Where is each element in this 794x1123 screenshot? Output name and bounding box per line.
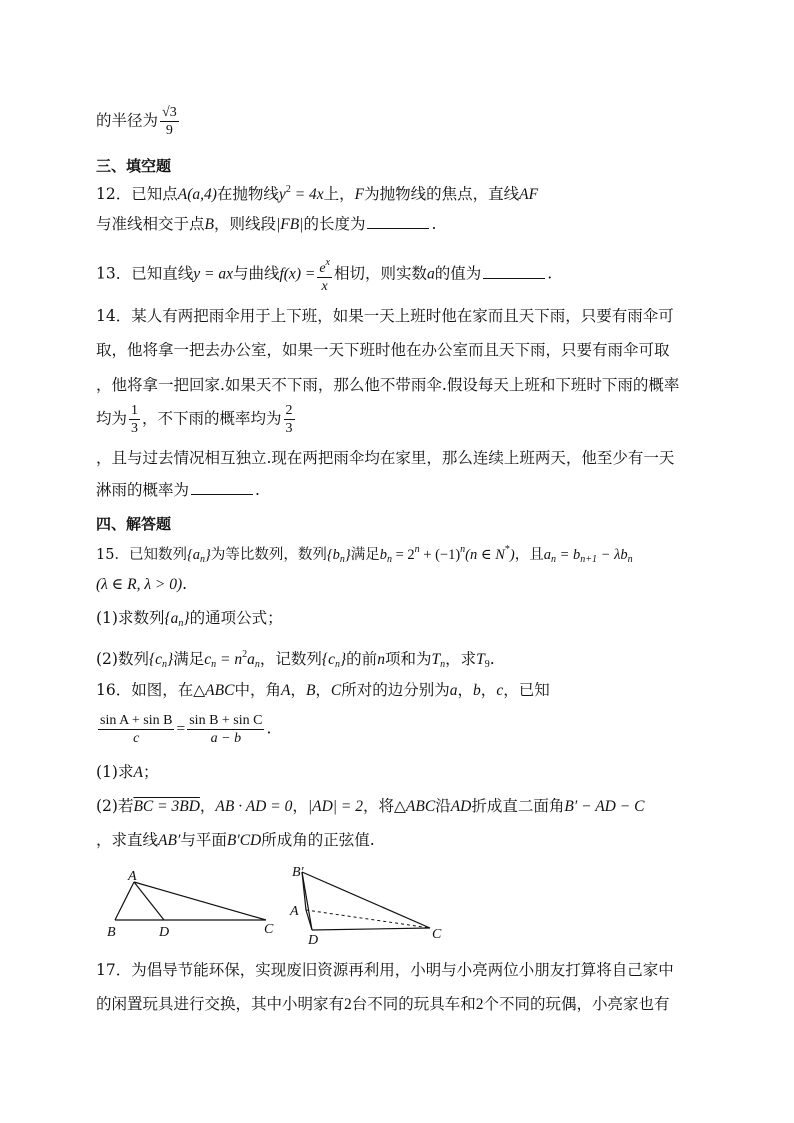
text: ，求直线	[96, 831, 159, 849]
math: {a	[186, 547, 201, 563]
math: n	[460, 544, 466, 555]
math: n	[550, 554, 556, 565]
text: .	[489, 650, 495, 668]
text: 台不同的玩具车和	[351, 995, 476, 1013]
math: a	[427, 265, 435, 283]
text: 淋雨的概率为	[96, 481, 190, 499]
math: n	[211, 659, 217, 670]
fraction-sqrt3-9: $\frac{√3}{9}$	[162, 105, 177, 138]
math: }	[344, 547, 351, 563]
text: .	[266, 719, 272, 738]
text: ，求	[445, 650, 477, 668]
math: c	[496, 682, 504, 699]
text: .	[431, 215, 437, 233]
math: n	[162, 659, 168, 670]
text: 满足	[173, 650, 205, 668]
label-C: C	[432, 927, 442, 942]
math: + (−1)	[419, 547, 461, 563]
fraction-one-third: $\frac{1}{3}$	[131, 403, 139, 436]
math: A(a,4)	[177, 186, 217, 203]
segment-AC	[134, 882, 266, 920]
question-14-line-3: ，他将拿一把回家.如果天不下雨，那么他不带雨伞.假设每天上班和下班时下雨的概率	[96, 376, 680, 394]
math: T	[476, 651, 485, 668]
math: A	[280, 682, 291, 699]
text: 均为	[96, 409, 128, 428]
text: 的闲置玩具进行交换，其中小明家有	[96, 995, 345, 1013]
segment-BC	[302, 872, 430, 928]
label-D: D	[308, 933, 319, 948]
text: 相切，则实数	[333, 264, 427, 283]
question-16-equation	[96, 712, 714, 747]
segment-AD	[134, 882, 164, 920]
math: f(x) =	[279, 265, 316, 283]
text: 中，角	[234, 681, 281, 699]
section-title-fill-in: 三、填空题	[96, 157, 172, 175]
answer-blank[interactable]	[483, 264, 545, 279]
text: 与平面	[180, 831, 227, 849]
math: {a	[164, 610, 179, 627]
segment-AC-hidden	[306, 910, 430, 928]
math: B	[305, 682, 316, 699]
math: ABC	[205, 682, 235, 699]
math: y	[278, 186, 286, 203]
question-14-line-1: 14．某人有两把雨伞用于上下班，如果一天上班时他在家而且天下雨，只要有雨伞可	[96, 307, 674, 325]
math: = n	[216, 651, 243, 668]
text: 所成角的正弦值.	[261, 831, 375, 849]
fraction-sinB-sinC-over-a-b: $\frac{\text{sin B + sin C}}{a - b}$	[189, 713, 263, 746]
math: 2	[285, 184, 291, 195]
math: n	[414, 544, 420, 555]
text: 沿	[435, 797, 451, 815]
math: B′ − AD − C	[564, 798, 645, 815]
question-12-line-2	[96, 212, 714, 237]
math: a	[543, 547, 551, 563]
math: x	[325, 257, 330, 268]
math: {b	[326, 547, 340, 563]
math: {c	[148, 651, 163, 668]
text: ，已知	[503, 681, 550, 699]
math: )	[509, 547, 515, 563]
math: b	[379, 547, 387, 563]
text: ，	[199, 797, 216, 815]
section-title-solutions: 四、解答题	[96, 515, 172, 533]
question-15-part-1	[96, 606, 714, 636]
text: (2)数列	[96, 650, 149, 668]
math: x	[321, 279, 328, 294]
text: (1)求数列	[96, 609, 165, 627]
question-12-line-1	[96, 178, 714, 207]
segment-AB	[115, 882, 134, 920]
text: ，	[290, 681, 306, 699]
math: n	[627, 554, 633, 565]
math: b	[473, 682, 481, 699]
text: .	[182, 575, 188, 593]
text: 的值为	[434, 264, 482, 283]
math: n	[339, 554, 345, 565]
question-16-line-1	[96, 678, 714, 703]
segment-DC	[312, 928, 430, 930]
math: AF	[519, 186, 539, 203]
question-15-part-2	[96, 643, 714, 677]
math: e	[319, 261, 326, 276]
math: AB · AD = 0	[215, 798, 293, 815]
math: n	[254, 659, 260, 670]
math: }	[339, 651, 347, 668]
math: n	[200, 554, 206, 565]
question-17-line-1: 17．为倡导节能环保，实现废旧资源再利用，小明与小亮两位小朋友打算将自己家中	[96, 961, 674, 979]
math: }	[205, 547, 211, 563]
math: AD	[450, 798, 472, 815]
math: = 4x	[290, 186, 324, 203]
label-B-prime: B′	[292, 865, 304, 880]
question-16-part-2-line-2	[96, 828, 714, 853]
math: A	[133, 764, 143, 781]
math: = 2	[391, 547, 415, 563]
text: ；	[142, 763, 159, 781]
math: B′CD	[226, 832, 262, 849]
math: }	[167, 651, 174, 668]
math: 2	[475, 996, 484, 1013]
math: y = ax	[193, 265, 233, 283]
math: |AD| = 2	[307, 798, 363, 815]
math: = b	[555, 547, 581, 563]
fraction-sinA-sinB-over-c: $\frac{\text{sin A + sin B}}{c}$	[100, 713, 173, 746]
text: ，	[292, 797, 308, 815]
question-14-line-6	[96, 478, 714, 502]
text: ，	[480, 681, 497, 699]
text: ，记数列	[259, 650, 322, 668]
label-A: A	[128, 869, 137, 884]
text: (1)求	[96, 763, 134, 781]
math: 9	[484, 659, 490, 670]
question-14-line-5: ，且与过去情况相互独立.现在两把雨伞均在家里，那么连续上班两天，他至少有一天	[96, 449, 675, 467]
math: }	[183, 610, 190, 627]
math: c	[204, 651, 212, 668]
label-B: B	[107, 925, 116, 940]
math: (n ∈ N	[465, 547, 505, 563]
math: n	[440, 659, 446, 670]
math: AB′	[158, 832, 181, 849]
text: 所对的边分别为	[341, 681, 450, 699]
fraction-two-thirds: $\frac{2}{3}$	[285, 403, 293, 436]
math: n+1	[580, 554, 598, 565]
math: {c	[321, 651, 335, 668]
question-15-line-1	[96, 538, 714, 572]
text: 15．已知数列	[96, 547, 187, 563]
text: .	[547, 264, 553, 283]
math: − λb	[597, 547, 628, 563]
label-A: A	[290, 904, 299, 919]
math: 2	[344, 996, 352, 1013]
radius-line	[96, 104, 714, 139]
text: ，	[457, 681, 474, 699]
text: ，	[315, 681, 331, 699]
answer-blank[interactable]	[367, 214, 429, 229]
math: 2	[242, 649, 248, 660]
math: a	[449, 682, 458, 699]
math: *	[504, 544, 510, 555]
math: n	[377, 651, 385, 668]
label-C: C	[264, 922, 274, 937]
text: 为等比数列，数列	[210, 547, 327, 563]
question-14-line-2: 取，他将拿一把去办公室，如果一天下班时他在办公室而且天下雨，只要有雨伞可取	[96, 341, 670, 359]
question-14-line-4	[96, 402, 714, 437]
math: a	[247, 651, 255, 668]
math: =	[176, 720, 186, 738]
math: (λ ∈ R, λ > 0)	[96, 576, 183, 593]
text: 上，	[323, 185, 355, 203]
question-17-line-2	[96, 992, 714, 1017]
math: T	[431, 651, 441, 668]
question-13	[96, 254, 714, 295]
text: ，不下雨的概率均为	[142, 409, 282, 428]
math: BC = 3BD	[133, 798, 200, 815]
text: 的长度为	[303, 215, 366, 233]
math: F	[354, 186, 365, 203]
math: B	[204, 216, 214, 233]
text: 与曲线	[232, 264, 280, 283]
text: 的前	[346, 650, 378, 668]
text: 的半径为	[96, 111, 159, 130]
math: |FB|	[276, 216, 304, 233]
answer-blank[interactable]	[191, 480, 253, 495]
fraction-ex-over-x	[317, 254, 332, 295]
text: 13．已知直线	[96, 264, 194, 283]
text: 折成直二面角	[471, 797, 565, 815]
text: 为抛物线的焦点，直线	[364, 185, 520, 203]
text: 16．如图，在△	[96, 681, 206, 699]
math: n	[334, 659, 340, 670]
folded-figure-2	[286, 858, 456, 950]
text: (2)若	[96, 797, 134, 815]
text: 与准线相交于点	[96, 215, 205, 233]
text: 的通项公式；	[189, 609, 283, 627]
text: ，则线段	[213, 215, 276, 233]
question-15-line-2	[96, 572, 714, 597]
label-D: D	[159, 925, 170, 940]
text: 个不同的玩偶，小亮家也有	[483, 995, 670, 1013]
question-16-part-2-line-1	[96, 794, 714, 819]
math: n	[178, 618, 184, 629]
text: 项和为	[384, 650, 432, 668]
math: n	[386, 554, 392, 565]
text: 满足	[350, 547, 380, 563]
question-16-part-1	[96, 760, 714, 785]
math: ABC	[405, 798, 436, 815]
text: ，将△	[363, 797, 406, 815]
text: 12．已知点	[96, 185, 178, 203]
text: 在抛物线	[216, 185, 279, 203]
text: ，且	[514, 547, 544, 563]
text: .	[255, 481, 260, 499]
triangle-figure-1	[100, 866, 290, 942]
math: C	[330, 682, 342, 699]
